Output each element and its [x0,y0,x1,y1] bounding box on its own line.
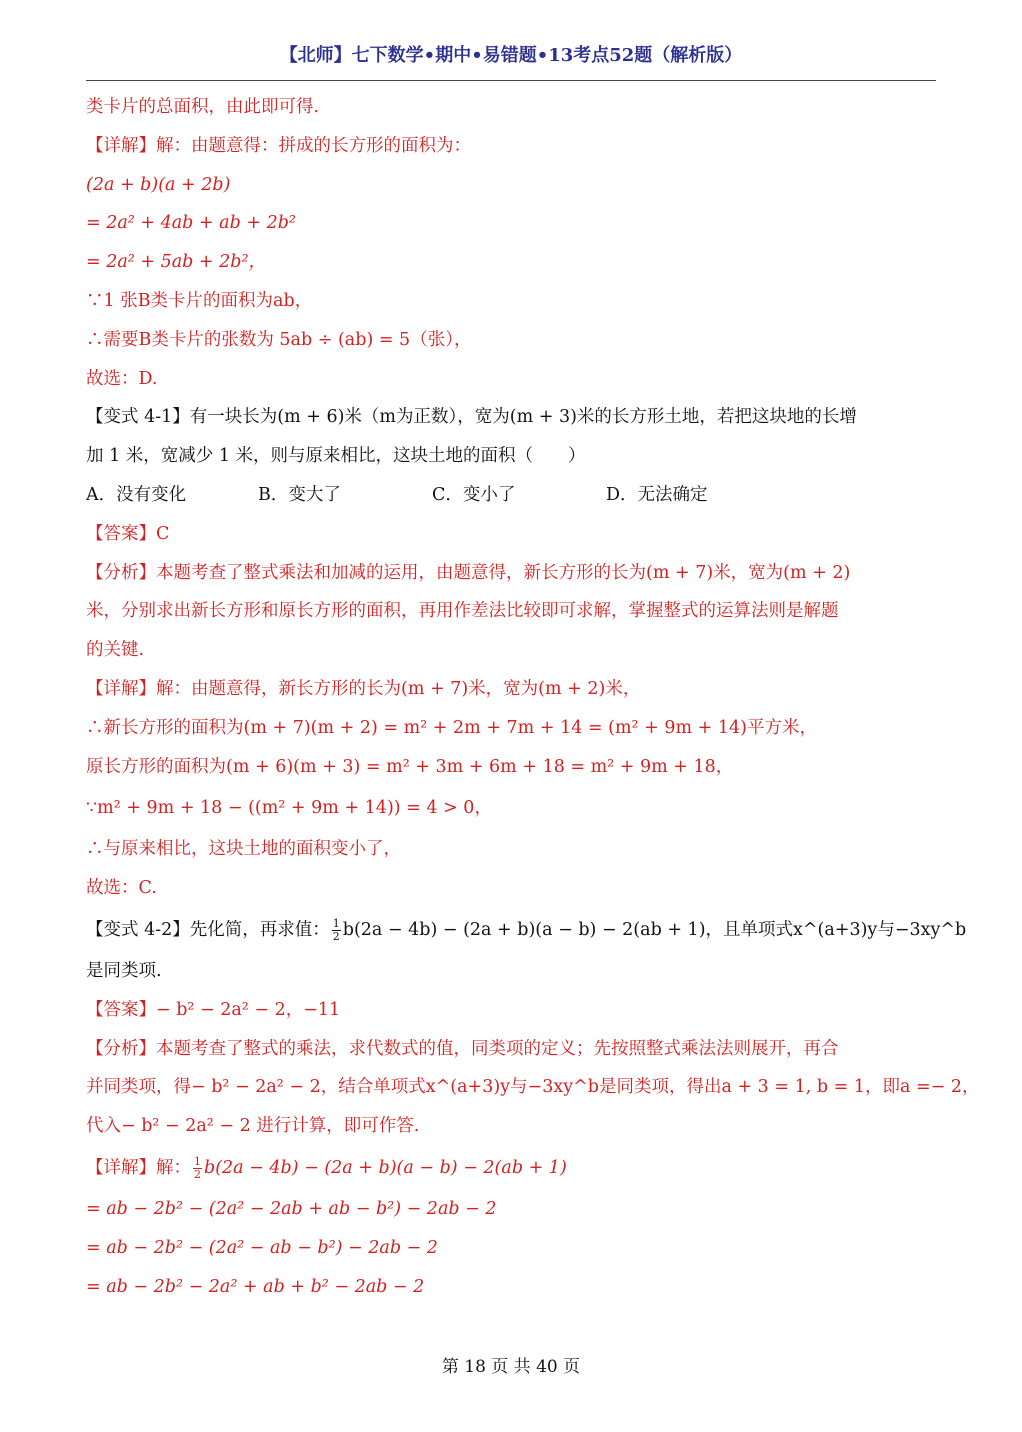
math-line: = ab − 2b² − 2a² + ab + b² − 2ab − 2 [86,1276,425,1297]
page-footer: 第 18 页 共 40 页 [441,1357,581,1377]
analysis-line: 的关键. [86,640,145,661]
fraction-denominator: 2 [194,1167,201,1181]
detail-line: ∴与原来相比，这块土地的面积变小了， [86,839,401,860]
text-line: 类卡片的总面积，由此即可得. [86,97,320,117]
answer-options [86,476,938,515]
question-line: 加 1 米，宽减少 1 米，则与原来相比，这块土地的面积（ ） [86,446,586,467]
fraction [332,918,341,943]
option-d: D．无法确定 [606,484,708,505]
fraction-denominator: 2 [332,929,340,943]
analysis-line: 米，分别求出新长方形和原长方形的面积，再用作差法比较即可求解，掌握整式的运算法则是解题 [86,601,839,622]
text-line: ∵1 张B类卡片的面积为ab， [86,290,313,311]
document-content [86,88,980,1306]
page-header-title: 【北师】七下数学•期中•易错题•13考点52题（解析版） [279,45,743,66]
question-expression: b(2a − 4b) − (2a + b)(a − b) − 2(ab + 1)，且单项式x^(a+3)y与−3xy^b [342,919,967,940]
question-line: 【变式 4-1】有一块长为(m + 6)米（m为正数），宽为(m + 3)米的长方形土地，若把这块地的长增 [86,407,857,428]
fraction [193,1156,202,1181]
question-line [86,908,967,952]
answer-line: 【答案】C [86,523,170,544]
option-a: A．没有变化 [86,484,187,505]
detail-line: 故选：C. [86,878,157,899]
math-line: (2a + b)(a + 2b) [86,174,231,195]
detail-expression: b(2a − 4b) − (2a + b)(a − b) − 2(ab + 1) [204,1157,567,1178]
analysis-line: 并同类项，得− b² − 2a² − 2，结合单项式x^(a+3)y与−3xy^b是同类项，得出a + 3 = 1, b = 1，即a =− 2， [86,1077,980,1098]
text-line: 【详解】解：由题意得：拼成的长方形的面积为： [86,135,471,156]
question-line: 是同类项. [86,960,162,981]
fraction-numerator: 1 [194,1154,201,1168]
math-line: = ab − 2b² − (2a² − ab − b²) − 2ab − 2 [86,1237,438,1258]
text-line: ∴需要B类卡片的张数为 5ab ÷ (ab) = 5（张）， [86,329,472,350]
option-b: B．变大了 [258,484,341,505]
math-line: = 2a² + 4ab + ab + 2b² [86,213,296,234]
analysis-line: 【分析】本题考查了整式的乘法，求代数式的值，同类项的定义；先按照整式乘法法则展开，再合 [86,1038,839,1059]
analysis-line: 代入− b² − 2a² − 2 进行计算，即可作答. [86,1116,420,1137]
analysis-line: 【分析】本题考查了整式乘法和加减的运用，由题意得，新长方形的长为(m + 7)米，宽为(m + 2) [86,562,851,583]
detail-prefix: 【详解】解： [86,1157,191,1178]
question-prefix: 【变式 4-2】先化简，再求值： [86,919,330,940]
text-line: 故选：D. [86,368,158,389]
option-c: C．变小了 [432,484,516,505]
detail-line: 【详解】解：由题意得，新长方形的长为(m + 7)米，宽为(m + 2)米， [86,678,641,699]
detail-line [86,1146,938,1190]
math-line: = 2a² + 5ab + 2b²， [86,252,267,273]
fraction-numerator: 1 [332,916,340,930]
detail-line: 原长方形的面积为(m + 6)(m + 3) = m² + 3m + 6m + 18 = m² + 9m + 18， [86,756,734,777]
page-header [86,38,936,81]
math-line: = ab − 2b² − (2a² − 2ab + ab − b²) − 2ab − 2 [86,1198,497,1219]
detail-line: ∵m² + 9m + 18 − ((m² + 9m + 14)) = 4 > 0， [86,798,492,819]
detail-line: ∴新长方形的面积为(m + 7)(m + 2) = m² + 2m + 7m + 14 = (m² + 9m + 14)平方米， [86,717,817,738]
answer-line: 【答案】− b² − 2a² − 2，−11 [86,999,341,1020]
